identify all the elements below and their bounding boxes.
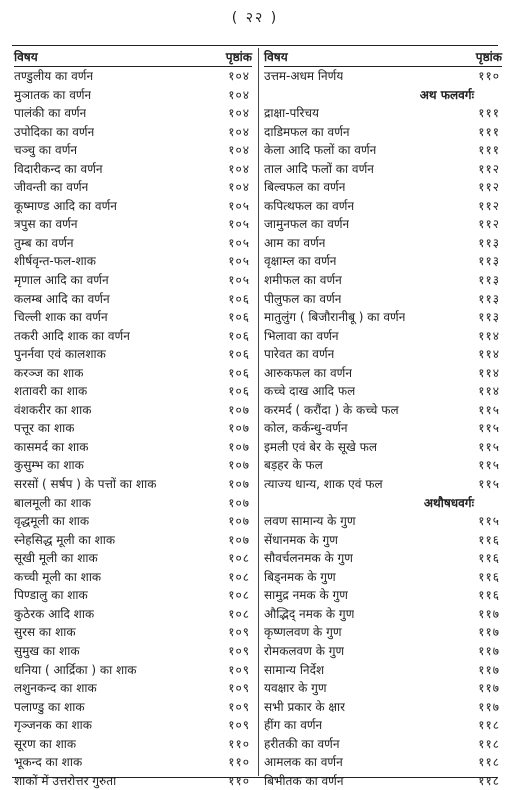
entry-title: पारेवत का वर्णन [264, 347, 335, 362]
toc-entry [264, 252, 502, 271]
entry-title: करमर्द ( करौंदा ) के कच्चे फल [264, 402, 399, 417]
toc-entry [14, 327, 252, 346]
toc-entry [264, 735, 502, 754]
entry-title: तकरी आदि शाक का वर्णन [14, 328, 130, 343]
toc-entry [14, 197, 252, 216]
toc-entry [264, 716, 502, 735]
toc-entry [14, 753, 252, 772]
toc-entry [264, 308, 502, 327]
entry-title: पत्तूर का शाक [14, 421, 75, 436]
entry-title: सेंधानमक के गुण [264, 532, 338, 547]
entry-title: सूरण का शाक [14, 736, 77, 751]
entry-page: १०५ [228, 217, 250, 232]
entry-title: सामुद्र नमक के गुण [264, 588, 348, 603]
entry-page: ११० [228, 736, 250, 751]
toc-entry [264, 698, 502, 717]
entry-page: ११३ [478, 273, 500, 288]
entry-page: ११६ [478, 532, 500, 547]
toc-entry [14, 401, 252, 420]
toc-entry [14, 290, 252, 309]
entry-title: मुञातक का वर्णन [14, 87, 92, 102]
toc-entry [264, 512, 502, 531]
toc-entry [264, 271, 502, 290]
entry-page: १०९ [228, 643, 250, 658]
toc-entry [264, 141, 502, 160]
entry-title: शमीफल का वर्णन [264, 273, 342, 288]
toc-entry [264, 531, 502, 550]
entry-title: सुमुख का शाक [14, 643, 80, 658]
toc-entry [264, 568, 502, 587]
toc-entry [14, 86, 252, 105]
entry-page: १०९ [228, 718, 250, 733]
toc-entry [14, 215, 252, 234]
toc-entry [14, 141, 252, 160]
toc-entry [264, 456, 502, 475]
entry-title: इमली एवं बेर के सूखे फल [264, 439, 377, 454]
toc-entry [14, 104, 252, 123]
entry-title: पुनर्नवा एवं कालशाक [14, 347, 106, 362]
entry-page: १०४ [228, 69, 250, 83]
entry-page: ११५ [478, 402, 500, 417]
entry-page: ११८ [478, 755, 500, 770]
entry-page: ११७ [478, 699, 500, 714]
entry-page: १०४ [228, 106, 250, 121]
entry-title: स्नेहसिद्ध मूली का शाक [14, 532, 116, 547]
entry-page: ११४ [478, 365, 500, 380]
entry-title: कासमर्द का शाक [14, 439, 89, 454]
entry-title: केला आदि फलों का वर्णन [264, 143, 377, 158]
right-column [264, 49, 502, 790]
entry-page: ११२ [478, 180, 500, 195]
entry-page: ११७ [478, 643, 500, 658]
entry-title: शतावरी का शाक [14, 384, 88, 399]
entry-title: कपित्थफल का वर्णन [264, 198, 355, 213]
entry-title: पिण्डालु का शाक [14, 588, 88, 603]
entry-page: १०४ [228, 124, 250, 139]
entry-title: गृञ्जनक का शाक [14, 718, 92, 733]
toc-entry [14, 382, 252, 401]
toc-entry [14, 512, 252, 531]
entry-title: तण्डुलीय का वर्णन [14, 69, 94, 83]
entry-page: ११५ [478, 477, 500, 492]
entry-page: ११८ [478, 736, 500, 751]
entry-page: ११३ [478, 310, 500, 325]
entry-page: १०९ [228, 699, 250, 714]
toc-entry [264, 753, 502, 772]
entry-page: १०९ [228, 681, 250, 696]
entry-page: १०९ [228, 662, 250, 677]
entry-title: जीवन्ती का वर्णन [14, 180, 89, 195]
toc-entry [264, 290, 502, 309]
entry-title: लवण सामान्य के गुण [264, 514, 356, 529]
entry-title: कच्ची मूली का शाक [14, 569, 102, 584]
toc-entry [14, 456, 252, 475]
toc-entry [14, 308, 252, 327]
entry-title: आरुकफल का वर्णन [264, 365, 353, 380]
entry-title: पीलुफल का वर्णन [264, 291, 342, 306]
subject-heading: विषय [14, 50, 38, 64]
entry-page: ११० [228, 773, 250, 788]
entry-title: त्याज्य धान्य, शाक एवं फल [264, 477, 383, 492]
toc-entry [14, 123, 252, 142]
entry-page: १०८ [228, 569, 250, 584]
entry-page: ११८ [478, 773, 500, 788]
entry-title: वृद्धमूली का शाक [14, 514, 90, 529]
entry-title: शीर्षवृन्त-फल-शाक [14, 254, 96, 269]
entry-title: सुरस का शाक [14, 625, 76, 640]
entry-page: १०६ [228, 347, 250, 362]
entry-page: ११४ [478, 347, 500, 362]
entry-page: १०७ [228, 458, 250, 473]
right-entries [264, 67, 502, 790]
entry-title: दाडिमफल का वर्णन [264, 124, 350, 139]
entry-page: १०८ [228, 551, 250, 566]
toc-entry [264, 104, 502, 123]
entry-page: १०४ [228, 87, 250, 102]
toc-entry [264, 605, 502, 624]
entry-title: कृष्णलवण के गुण [264, 625, 342, 640]
entry-title: भिलावा का वर्णन [264, 328, 339, 343]
entry-page: ११२ [478, 198, 500, 213]
entry-title: कच्चे दाख आदि फल [264, 384, 356, 399]
entry-title: बालमूली का शाक [14, 495, 91, 510]
entry-title: ताल आदि फलों का वर्णन [264, 161, 374, 176]
entry-page: ११२ [478, 217, 500, 232]
section-heading: अथौषधवर्गः [423, 495, 474, 510]
entry-title: वृक्षाम्ल का वर्णन [264, 254, 337, 269]
right-column-header [264, 49, 502, 67]
toc-entry [14, 475, 252, 494]
entry-page: १०७ [228, 514, 250, 529]
entry-page: ११५ [478, 458, 500, 473]
entry-title: सभी प्रकार के क्षार [264, 699, 345, 714]
section-heading: अथ फलवर्गः [419, 87, 474, 102]
entry-page: ११६ [478, 551, 500, 566]
toc-entry [14, 178, 252, 197]
toc-entry [264, 438, 502, 457]
entry-title: पालंकी का वर्णन [14, 106, 87, 121]
entry-page: ११६ [478, 569, 500, 584]
page-number: ( २२ ) [231, 10, 279, 26]
entry-title: हींग का वर्णन [264, 718, 323, 733]
entry-page: १०७ [228, 439, 250, 454]
entry-title: चञ्चु का वर्णन [14, 143, 78, 158]
entry-title: सरसों ( सर्षप ) के पत्तों का शाक [14, 477, 157, 492]
entry-title: उपोदिका का वर्णन [14, 124, 95, 139]
entry-page: ११७ [478, 606, 500, 621]
toc-entry [14, 160, 252, 179]
entry-page: १११ [478, 106, 500, 121]
entry-title: रोमकलवण के गुण [264, 643, 345, 658]
entry-title: सूखी मूली का शाक [14, 551, 98, 566]
entry-page: १११ [478, 143, 500, 158]
entry-title: कलम्ब आदि का वर्णन [14, 291, 110, 306]
entry-page: १०४ [228, 143, 250, 158]
entry-page: १०७ [228, 402, 250, 417]
toc-entry [264, 345, 502, 364]
entry-title: भूकन्द का शाक [14, 755, 83, 770]
entry-page: ११३ [478, 291, 500, 306]
entry-page: ११५ [478, 421, 500, 436]
entry-page: ११३ [478, 235, 500, 250]
entry-title: पलाण्डु का शाक [14, 699, 85, 714]
entry-page: ११४ [478, 328, 500, 343]
toc-entry [264, 364, 502, 383]
entry-page: ११४ [478, 384, 500, 399]
entry-title: वंशकरीर का शाक [14, 402, 92, 417]
toc-entry [264, 642, 502, 661]
toc-entry [14, 549, 252, 568]
toc-entry [14, 271, 252, 290]
entry-title: कुठेरक आदि शाक [14, 606, 95, 621]
entry-title: सौवर्चलनमक के गुण [264, 551, 353, 566]
entry-title: उत्तम-अधम निर्णय [264, 69, 344, 83]
subject-heading: विषय [264, 50, 288, 64]
entry-page: १०६ [228, 384, 250, 399]
page-heading: पृष्ठांक [225, 50, 252, 64]
entry-page: १०६ [228, 291, 250, 306]
toc-entry [14, 252, 252, 271]
toc-entry [264, 197, 502, 216]
entry-title: यवक्षार के गुण [264, 681, 327, 696]
toc-entry [14, 568, 252, 587]
entry-page: १०८ [228, 606, 250, 621]
page-heading: पृष्ठांक [475, 50, 502, 64]
entry-page: ११३ [478, 254, 500, 269]
toc-entry [14, 623, 252, 642]
toc-entry [14, 716, 252, 735]
toc-entry [264, 215, 502, 234]
entry-page: ११५ [478, 514, 500, 529]
entry-page: ११८ [478, 718, 500, 733]
left-entries [14, 67, 252, 790]
toc-entry [264, 327, 502, 346]
toc-entry [264, 178, 502, 197]
entry-title: बिभीतक का वर्णन [264, 773, 344, 788]
toc-entry [14, 67, 252, 86]
entry-title: आम का वर्णन [264, 235, 326, 250]
entry-page: ११७ [478, 662, 500, 677]
entry-page: १०७ [228, 421, 250, 436]
toc-entry [14, 419, 252, 438]
toc-entry [14, 698, 252, 717]
entry-title: चिल्ली शाक का वर्णन [14, 310, 108, 325]
entry-title: हरीतकी का वर्णन [264, 736, 340, 751]
entry-page: ११७ [478, 625, 500, 640]
toc-entry [264, 549, 502, 568]
toc-entry [264, 475, 502, 494]
column-divider [258, 48, 259, 776]
entry-page: ११५ [478, 439, 500, 454]
entry-title: कुसुम्भ का शाक [14, 458, 84, 473]
entry-title: धनिया ( आर्द्रिका ) का शाक [14, 662, 137, 677]
entry-page: १०६ [228, 328, 250, 343]
toc-entry [264, 67, 502, 86]
toc-entry [14, 661, 252, 680]
toc-entry [264, 382, 502, 401]
left-column [14, 49, 252, 790]
toc-entry [264, 679, 502, 698]
entry-title: तुम्ब का वर्णन [14, 235, 74, 250]
entry-page: १०५ [228, 198, 250, 213]
entry-page: १०९ [228, 625, 250, 640]
toc-entry [264, 160, 502, 179]
entry-title: कोल, कर्कन्धु-वर्णन [264, 421, 348, 436]
entry-page: १०५ [228, 254, 250, 269]
entry-page: १११ [478, 124, 500, 139]
entry-title: द्राक्षा-परिचय [264, 106, 319, 121]
toc-entry [14, 531, 252, 550]
entry-page: १०५ [228, 273, 250, 288]
entry-page: १०८ [228, 588, 250, 603]
toc-entry [264, 401, 502, 420]
entry-title: बड़हर के फल [264, 458, 323, 473]
toc-entry [264, 123, 502, 142]
entry-title: त्रपुस का वर्णन [14, 217, 78, 232]
entry-page: ११६ [478, 588, 500, 603]
entry-title: मातुलुंग ( बिजौरानीबू ) का वर्णन [264, 310, 406, 325]
toc-entry [14, 642, 252, 661]
toc-entry [14, 234, 252, 253]
entry-title: शाकों में उत्तरोत्तर गुरुता [14, 773, 117, 788]
toc-entry [14, 364, 252, 383]
toc-entry [264, 623, 502, 642]
toc-entry [14, 438, 252, 457]
entry-title: लशुनकन्द का शाक [14, 681, 97, 696]
entry-title: मृणाल आदि का वर्णन [14, 273, 109, 288]
entry-page: १०६ [228, 310, 250, 325]
entry-title: सामान्य निर्देश [264, 662, 325, 677]
entry-page: ११० [478, 69, 500, 83]
entry-title: बिल्वफल का वर्णन [264, 180, 346, 195]
entry-page: १०७ [228, 495, 250, 510]
entry-page: १०७ [228, 532, 250, 547]
entry-title: आमलक का वर्णन [264, 755, 343, 770]
top-rule [12, 45, 498, 46]
toc-entry [14, 494, 252, 513]
entry-title: करञ्ज का शाक [14, 365, 84, 380]
toc-entry [14, 605, 252, 624]
entry-title: औद्भिद् नमक के गुण [264, 606, 355, 621]
entry-page: १०४ [228, 161, 250, 176]
entry-page: १०७ [228, 477, 250, 492]
toc-entry [14, 586, 252, 605]
entry-page: १०५ [228, 235, 250, 250]
entry-page: ११२ [478, 161, 500, 176]
toc-entry [264, 586, 502, 605]
entry-title: विदारीकन्द का वर्णन [14, 161, 103, 176]
entry-page: १०४ [228, 180, 250, 195]
toc-entry [14, 345, 252, 364]
entry-title: जामुनफल का वर्णन [264, 217, 350, 232]
left-column-header [14, 49, 252, 67]
entry-title: कूष्माण्ड आदि का वर्णन [14, 198, 117, 213]
entry-title: बिड्नमक के गुण [264, 569, 336, 584]
entry-page: १०६ [228, 365, 250, 380]
toc-entry [264, 419, 502, 438]
entry-page: ११० [228, 755, 250, 770]
entry-page: ११७ [478, 681, 500, 696]
toc-entry [14, 735, 252, 754]
toc-entry [14, 679, 252, 698]
toc-entry [264, 234, 502, 253]
toc-entry [264, 661, 502, 680]
